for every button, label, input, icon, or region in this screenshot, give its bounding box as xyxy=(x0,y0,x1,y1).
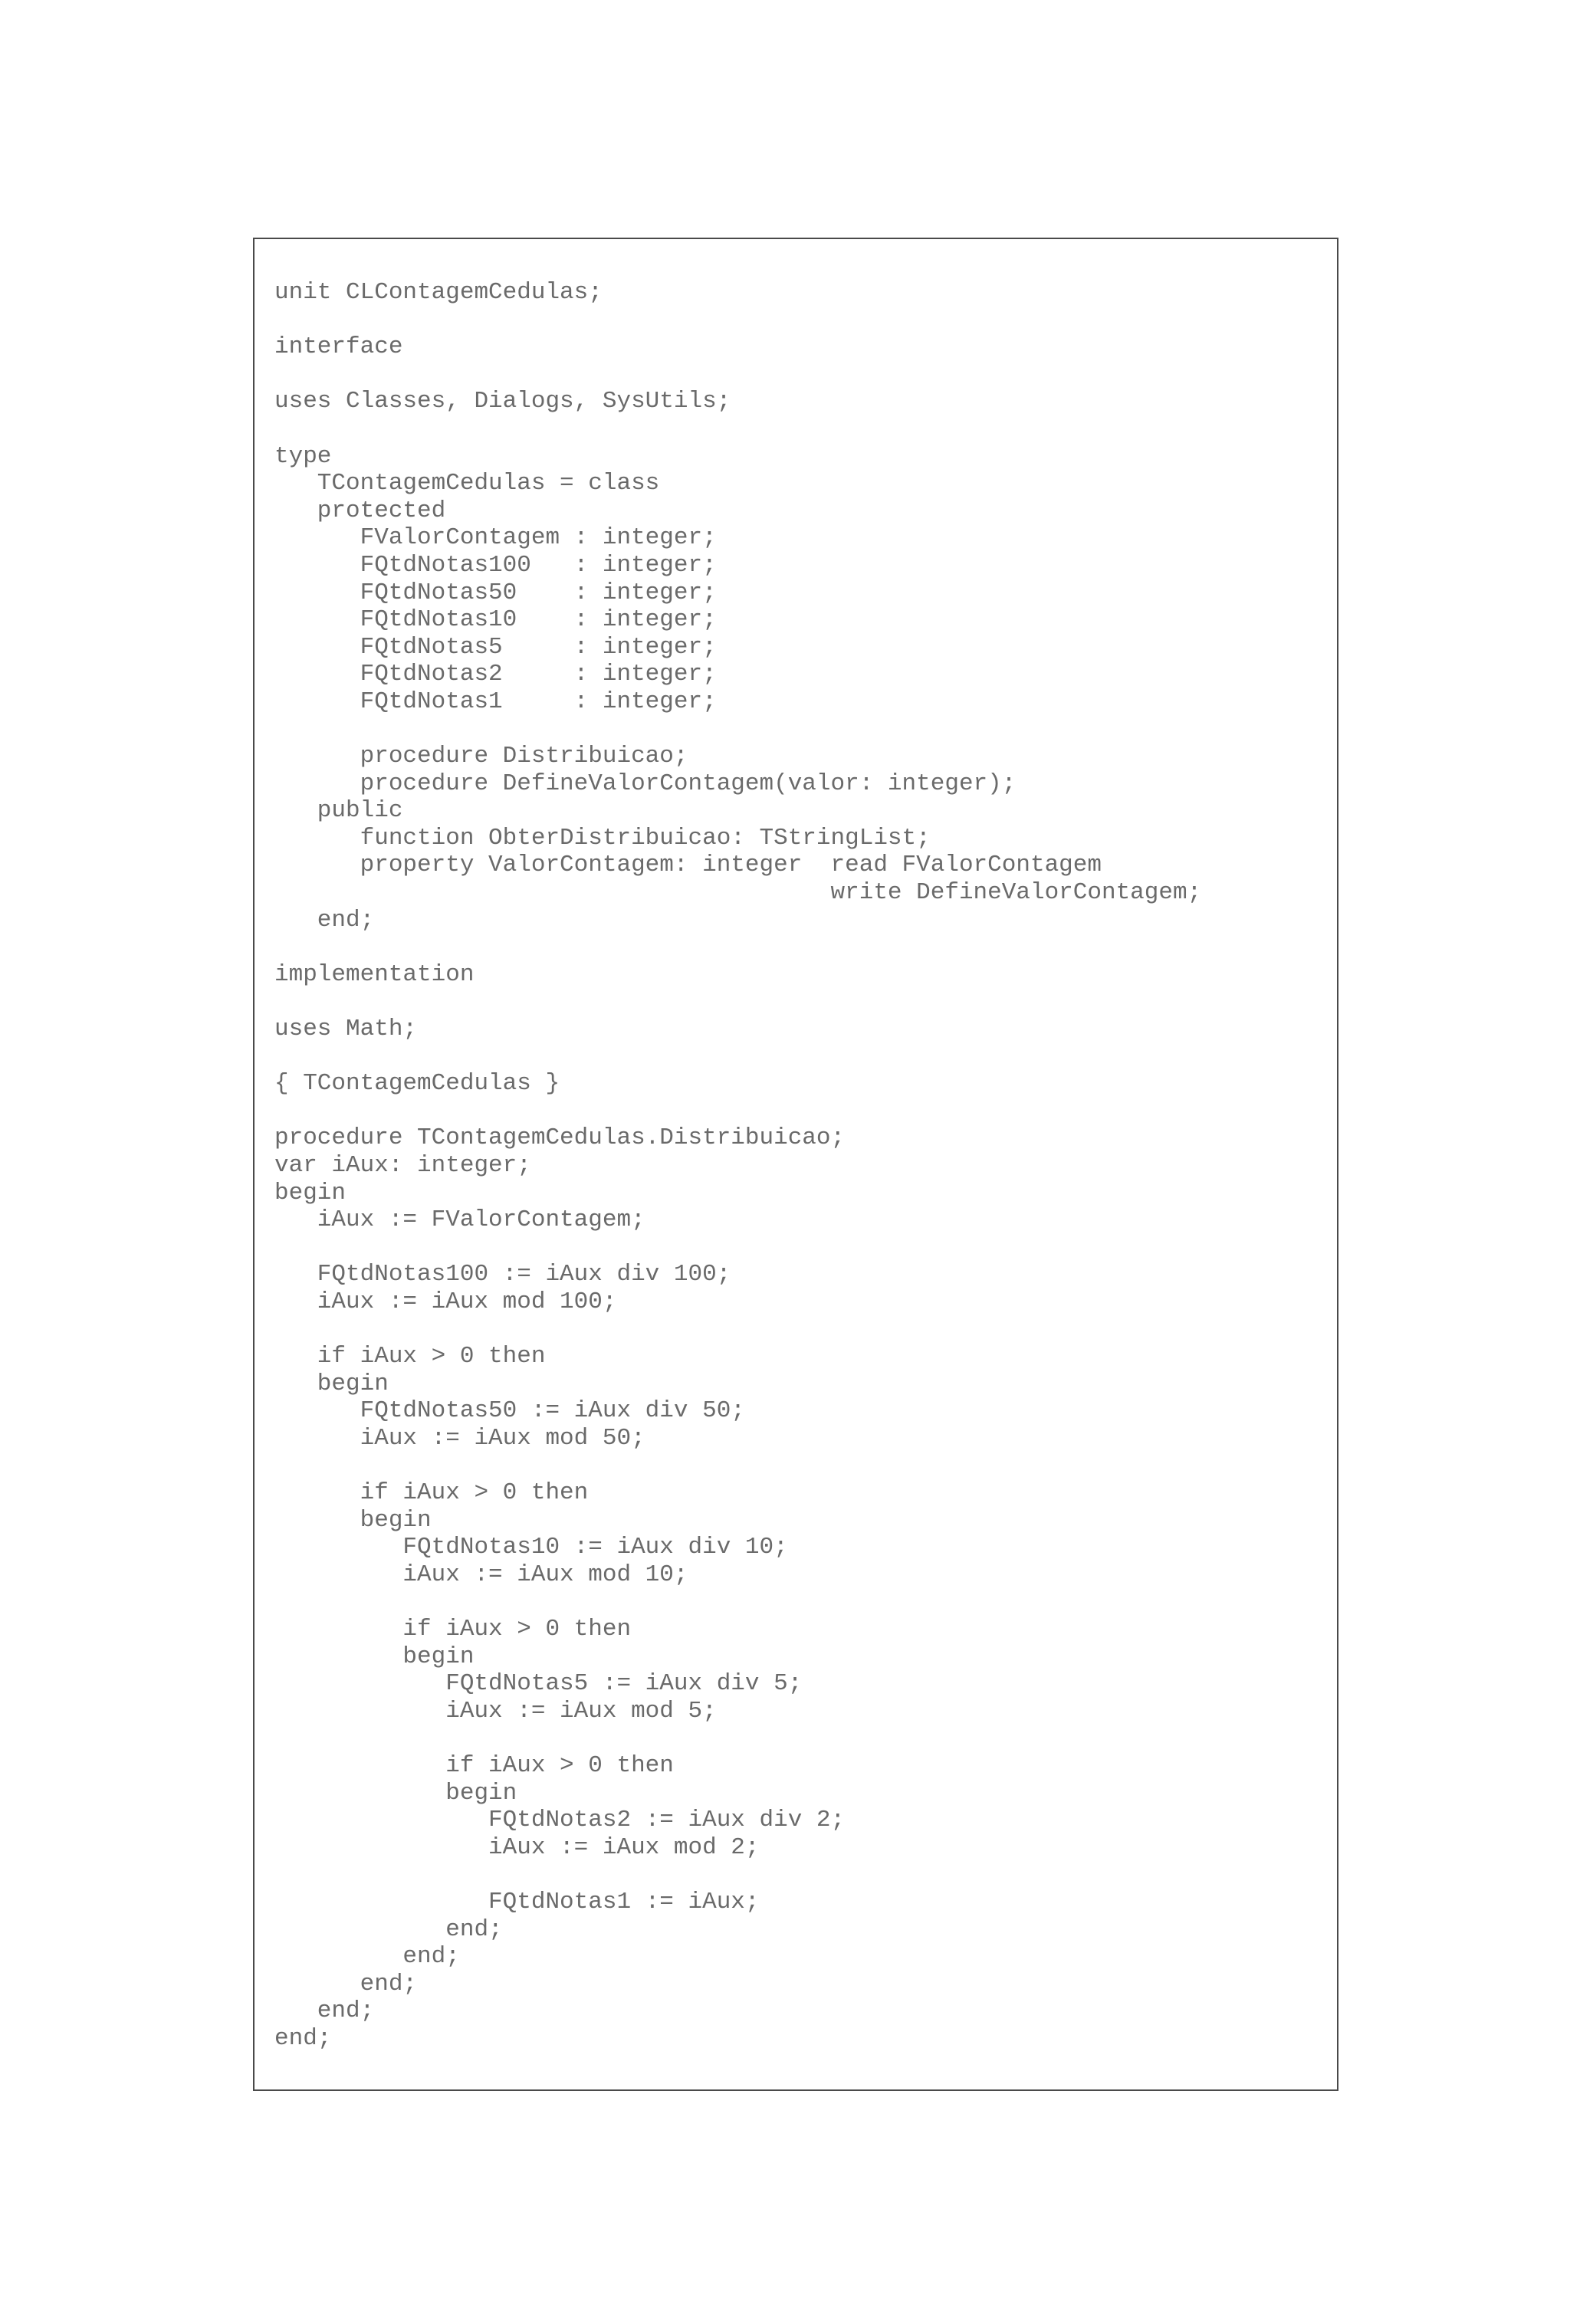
code-line xyxy=(274,1589,1201,1617)
code-line: procedure DefineValorContagem(valor: integer); xyxy=(274,770,1017,797)
code-line: public xyxy=(274,797,403,825)
code-line xyxy=(274,1316,1201,1344)
code-line: if iAux > 0 then xyxy=(274,1343,546,1370)
code-listing xyxy=(274,279,1201,2053)
code-line xyxy=(274,934,1201,961)
code-line: begin xyxy=(274,1179,347,1206)
code-line xyxy=(274,988,1201,1016)
code-line xyxy=(274,1861,1201,1889)
code-line xyxy=(274,1043,1201,1071)
code-line: FValorContagem : integer; xyxy=(274,524,717,552)
code-line: iAux := iAux mod 50; xyxy=(274,1424,645,1452)
code-line xyxy=(274,1725,1201,1752)
code-line: procedure TContagemCedulas.Distribuicao; xyxy=(274,1124,846,1152)
code-line: iAux := iAux mod 100; xyxy=(274,1288,617,1315)
code-line: uses Math; xyxy=(274,1016,418,1043)
code-line: iAux := iAux mod 5; xyxy=(274,1697,717,1725)
code-line: end; xyxy=(274,1970,418,1997)
code-line: FQtdNotas2 := iAux div 2; xyxy=(274,1807,846,1834)
code-line xyxy=(274,1452,1201,1480)
code-line: FQtdNotas5 := iAux div 5; xyxy=(274,1670,803,1698)
code-line: { TContagemCedulas } xyxy=(274,1070,560,1098)
code-line: property ValorContagem: integer read FValorContagem xyxy=(274,852,1102,879)
code-line: end; xyxy=(274,1997,375,2025)
code-line: end; xyxy=(274,906,375,934)
code-line: interface xyxy=(274,333,403,361)
code-listing-box xyxy=(253,238,1338,2091)
code-line xyxy=(274,415,1201,443)
code-line: if iAux > 0 then xyxy=(274,1752,674,1780)
code-line: begin xyxy=(274,1370,389,1397)
code-line: FQtdNotas5 : integer; xyxy=(274,633,717,661)
code-line: end; xyxy=(274,1915,503,1943)
code-line: iAux := FValorContagem; xyxy=(274,1206,645,1234)
code-line: begin xyxy=(274,1779,517,1807)
code-line: type xyxy=(274,442,332,470)
code-line: FQtdNotas50 := iAux div 50; xyxy=(274,1397,745,1425)
code-line: iAux := iAux mod 2; xyxy=(274,1833,760,1861)
code-line: FQtdNotas100 := iAux div 100; xyxy=(274,1261,731,1288)
code-line: write DefineValorContagem; xyxy=(274,879,1202,907)
code-line: function ObterDistribuicao: TStringList; xyxy=(274,824,931,852)
code-line xyxy=(274,307,1201,334)
code-line xyxy=(274,361,1201,389)
code-line: if iAux > 0 then xyxy=(274,1616,632,1643)
code-line: uses Classes, Dialogs, SysUtils; xyxy=(274,388,731,415)
code-line: FQtdNotas100 : integer; xyxy=(274,551,717,579)
code-line: procedure Distribuicao; xyxy=(274,743,688,770)
code-line: begin xyxy=(274,1506,432,1534)
code-line: FQtdNotas2 : integer; xyxy=(274,661,717,688)
code-line: if iAux > 0 then xyxy=(274,1479,589,1507)
code-line: FQtdNotas10 := iAux div 10; xyxy=(274,1534,788,1561)
code-line: unit CLContagemCedulas; xyxy=(274,279,603,306)
code-line: var iAux: integer; xyxy=(274,1152,531,1179)
code-line: implementation xyxy=(274,960,475,988)
code-line xyxy=(274,716,1201,743)
code-line: FQtdNotas1 := iAux; xyxy=(274,1889,760,1916)
code-line: end; xyxy=(274,1943,460,1971)
code-line: FQtdNotas10 : integer; xyxy=(274,606,717,634)
code-line xyxy=(274,1234,1201,1262)
code-line: iAux := iAux mod 10; xyxy=(274,1561,688,1588)
code-line: protected xyxy=(274,497,446,524)
code-line: TContagemCedulas = class xyxy=(274,470,660,497)
code-line xyxy=(274,1098,1201,1125)
code-line: FQtdNotas1 : integer; xyxy=(274,688,717,715)
code-line: begin xyxy=(274,1643,475,1670)
code-line: FQtdNotas50 : integer; xyxy=(274,579,717,606)
code-line: end; xyxy=(274,2025,332,2052)
